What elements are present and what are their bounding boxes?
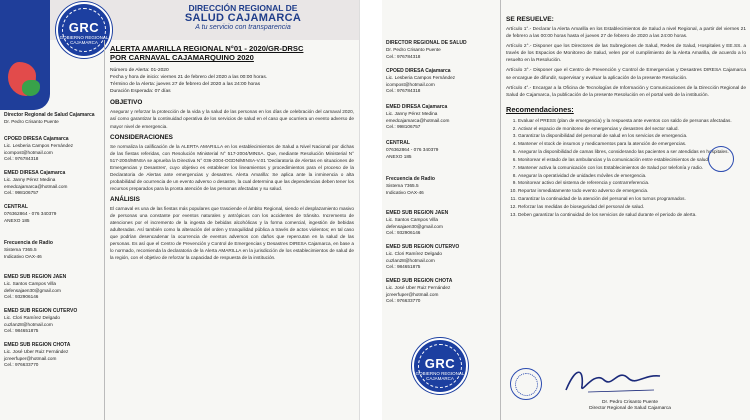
signature-icon	[558, 360, 668, 400]
contact-role: Lic. Janny Pérez Medina	[4, 177, 56, 182]
signatory-name: Dr. Pedro Crisanto Puente	[602, 400, 658, 405]
contact-line: Cel.: 998106757	[4, 190, 39, 196]
list-item: 5. Asegurar la disponibilidad de camas libres, considerando las pacientes a ser atendidas en hospitales.	[518, 149, 746, 156]
contact-line: ANEXO 185	[386, 153, 412, 159]
sidebar-heading-text: Director Regional de Salud Cajamarca	[4, 112, 95, 118]
contact-role: 076362864 - 076 340379	[4, 211, 57, 216]
contact-role: Lic. Clori Ramírez Delgado	[4, 315, 61, 320]
document-body-1	[110, 44, 354, 261]
header-slogan: A tu servicio con transparencia	[195, 24, 291, 32]
contact-block	[386, 68, 484, 95]
contact-line: Cel.: 932906146	[386, 230, 421, 236]
articulo-1: Artículo 1°.- Declarar la Alerta Amarilla en los Establecimientos de Salud a nivel Regional, a partir del viernes 21 de febrero a las 00:00 horas hasta el jueves 27 de febrero de 2020 a las 24:00 horas.	[506, 27, 746, 40]
contact-block	[4, 136, 102, 163]
contact-name: EMED SUB REGION CUTERVO	[4, 308, 78, 314]
meta-line: Fecha y hora de inicio: viernes 21 de febrero del 2020 a las 00:00 horas.	[110, 75, 268, 81]
contact-line: Cel.: 976784318	[386, 53, 421, 59]
contact-line: defensajaen30@gmail.com	[386, 223, 443, 229]
list-item: 2. Activar el espacio de monitoreo de emergencias y desastres del sector salud.	[518, 126, 746, 133]
contact-block	[4, 204, 102, 224]
document-page-2	[382, 0, 750, 420]
signatory-role: Director Regional de Salud Cajamarca	[589, 406, 671, 412]
recomendaciones-list	[506, 118, 746, 219]
contact-role: Sistema 7365.5	[386, 183, 419, 188]
contact-name: CENTRAL	[4, 204, 28, 210]
seal-text: GRC	[424, 356, 456, 371]
grc-seal-logo	[412, 338, 468, 394]
alert-title	[110, 44, 354, 63]
contact-name: EMED SUB REGION JAEN	[386, 210, 449, 216]
contact-name: CPOED DIRESA Cajamarca	[4, 136, 69, 142]
signature-block	[550, 400, 710, 413]
seal-text: GRC	[68, 20, 100, 35]
contact-name: Dr. Pedro Crisanto Puente	[4, 119, 59, 124]
contact-role: Lic. José Uber Ruiz Fernández	[386, 285, 451, 290]
contact-name: EMED DIRESA Cajamarca	[4, 170, 66, 176]
contact-line: Indicativo OAX-46	[386, 189, 424, 195]
alert-title-line-1: ALERTA AMARILLA REGIONAL N°01 - 2020/GR-DRSC	[110, 44, 304, 53]
articulo-2: Artículo 2°.- Disponer que los Directores de las Subregiones de Salud, Redes de Salud, Hospitales y EE.SS. a través de los Espacios de Monitoreo de Salud, velen por el cumplimiento de la Alerta Amarilla, de acuerdo a lo resuelto en la Resolución.	[506, 44, 746, 64]
contact-line: Cel.: 984651875	[4, 328, 39, 334]
header-title	[138, 4, 348, 32]
contact-line: Cel.: 976784318	[4, 156, 39, 162]
contact-line: icompost@hotmail.com	[386, 81, 435, 87]
page-gap	[360, 0, 382, 420]
section-heading-analisis: ANÁLISIS	[110, 195, 140, 203]
contact-line: emedcajamarca@hotmail.com	[386, 117, 450, 123]
header-line-1: DIRECCIÓN REGIONAL DE	[188, 3, 298, 13]
list-item: 13. Deben garantizar la continuidad de los servicios de salud durante el periodo de alerta.	[518, 212, 746, 219]
contact-block	[386, 104, 484, 131]
contact-name: CPOED DIRESA Cajamarca	[386, 68, 451, 74]
contact-line: defensajaen30@gmail.com	[4, 287, 61, 293]
contact-line: cuzlan28@hotmail.com	[386, 257, 435, 263]
contact-role: Lic. Janny Pérez Medina	[386, 111, 438, 116]
contact-block	[386, 176, 484, 196]
contact-block	[386, 278, 484, 305]
meta-line: Duración Esperada: 07 días	[110, 89, 171, 95]
contact-name: EMED DIRESA Cajamarca	[386, 104, 448, 110]
list-item: 4. Mantener el stock de insumos y medicamentos para la atención de emergencias.	[518, 141, 746, 148]
contact-role: Sistema 7365.5	[4, 247, 37, 252]
contact-line: emedcajamarca@hotmail.com	[4, 183, 68, 189]
contact-role: Lic. Santos Campos Villa	[386, 217, 439, 222]
column-divider	[500, 0, 501, 420]
contact-line: Cel.: 998106757	[386, 124, 421, 130]
list-item: 10. Reportar inmediatamente todo evento adverso de emergencia.	[518, 188, 746, 195]
contact-role: Dr. Pedro Crisanto Puente	[386, 47, 441, 52]
contact-block	[386, 210, 484, 237]
alert-title-line-2: POR CARNAVAL CAJAMARQUINO 2020	[110, 53, 254, 63]
contact-line: ANEXO 185	[4, 217, 30, 223]
list-item: 1. Evaluar el PRESS (plan de emergencia) y la respuesta ante eventos con saldo de personas afectadas.	[518, 118, 746, 125]
list-item: 8. Asegurar la operatividad de unidades móviles de emergencia.	[518, 173, 746, 180]
meta-line: Número de Alerta: 01-2020	[110, 67, 169, 73]
contact-line: icompost@hotmail.com	[4, 149, 53, 155]
sidebar-heading	[4, 112, 102, 126]
seal-subtext: GOBIERNO REGIONAL CAJAMARCA	[59, 35, 109, 45]
column-divider	[104, 40, 105, 420]
list-item: 12. Reforzar las medidas de bioseguridad del personal de salud.	[518, 204, 746, 211]
contact-block	[386, 140, 484, 160]
contact-role: Lic. Santos Campos Villa	[4, 281, 57, 286]
list-item: 6. Monitorear el estado de las ambulancias y la comunicación entre establecimientos de salud.	[518, 157, 746, 164]
alert-meta	[110, 67, 354, 95]
contact-name: EMED SUB REGION CUTERVO	[386, 244, 460, 250]
contact-role: Lic. José Uber Ruiz Fernández	[4, 349, 69, 354]
contact-line: cuzlan28@hotmail.com	[4, 321, 53, 327]
contact-line: Cel.: 932906146	[4, 294, 39, 300]
contact-line: Cel.: 976633770	[4, 362, 39, 368]
contact-block	[4, 308, 102, 335]
list-item: 7. Mantener activa la comunicación con los Establecimientos de Salud por telefonía y radio.	[518, 165, 746, 172]
articulo-3: Artículo 3°.- Disponer que el Centro de Prevención y Control de Emergencias y Desastres DIRESA Cajamarca se encargue de difundir, supervisar y evaluar la aplicación de la presente Resolución.	[506, 68, 746, 81]
contact-line: jcreerfuper@hotmail.com	[4, 355, 57, 361]
contact-name: EMED SUB REGION CHOTA	[386, 278, 453, 284]
meta-line: Término de la Alerta: jueves 27 de febrero del 2020 a las 24:00 horas	[110, 82, 261, 88]
contact-block	[386, 40, 484, 60]
document-page-1	[0, 0, 360, 420]
contact-role: Lic. Lesberia Campos Fernández	[386, 75, 456, 80]
recomendaciones-heading: Recomendaciones:	[506, 104, 574, 114]
contact-block	[4, 274, 102, 301]
contact-name: DIRECTOR REGIONAL DE SALUD	[386, 40, 467, 46]
section-heading-consideraciones: CONSIDERACIONES	[110, 133, 173, 141]
list-item: 3. Garantizar la disponibilidad del personal de salud en los servicios de emergencia.	[518, 133, 746, 140]
section-heading-objetivo: OBJETIVO	[110, 99, 143, 107]
contact-block	[4, 342, 102, 369]
contact-block	[4, 170, 102, 197]
contact-sidebar	[0, 0, 109, 420]
contact-name: Frecuencia de Radio	[386, 176, 435, 182]
articulo-4: Artículo 4°.- Encargar a la Oficina de Tecnologías de Información y Comunicaciones de la Dirección Regional de Salud de Cajamarca, la publicación de la presente Resolución en el portal web de la institución.	[506, 85, 746, 98]
list-item: 11. Garantizar la continuidad de la atención del personal en los turnos programados.	[518, 196, 746, 203]
contact-block	[386, 244, 484, 271]
contact-name: EMED SUB REGION JAEN	[4, 274, 67, 280]
contact-line: Indicativo OAX-46	[4, 253, 42, 259]
contact-line: jcreerfuper@hotmail.com	[386, 291, 439, 297]
contact-name: Frecuencia de Radio	[4, 240, 53, 246]
seal-subtext: GOBIERNO REGIONAL CAJAMARCA	[415, 371, 465, 381]
list-item: 9. Monitorear activo del sistema de referencia y contrarreferencia.	[518, 180, 746, 187]
contact-role: Lic. Lesberia Campos Fernández	[4, 143, 74, 148]
document-body-2	[506, 16, 746, 219]
section-text-objetivo: Asegurar y reforzar la protección de la vida y la salud de las personas en los días de celebración del carnaval 2020, así como garantizar la continuidad operativa de los servicios de salud en el caso que ocurriera un evento adverso de mayor nivel de emergencia.	[110, 109, 354, 129]
contact-line: Cel.: 984651875	[386, 264, 421, 270]
section-text-consideraciones: Se normaliza la calificación de la ALERTA AMARILLA en los establecimientos de Salud a Nivel Nacional por dichas de las fiestas referidas, con Resolución Ministerial N° 517-2004/MINSA. Que, mediante Resolución Ministerial N° 517-2004/MINSA se aprueba la Directiva N° 036-2004-OGDN/MINSA-V.01 'Declaratoria de Alertas en situaciones de Emergencias y Desastres', cuyo objetivo es establecer los lineamientos y procedimientos para el proceso de la Declaratoria de Alertas ante emergencias y desastres. Alerta Amarilla: Se aplica ante la inminencia o alta probabilidad de ocurrencia de un evento adverso o desastre, la cual determina que las dependencias deben tener los recursos preparados para la pronta atención de las personas afectadas y su salud.	[110, 143, 354, 191]
header-line-2: SALUD CAJAMARCA	[184, 11, 302, 24]
contact-role: 076362864 - 076 340379	[386, 147, 439, 152]
section-text-analisis: El carnaval es una de las fiestas más populares que trasciende el ámbito Regional, siendo el desplazamiento masivo de personas una constante por eventos naturales y antrópicos con los accidentes de tránsito. Incremento de atenciones por el incremento de la ingesta de bebidas alcohólicas y la forma comercial, ingestión de bebidas adulteradas. Así también como la alteración del orden y tranquilidad pública a través de actos violentos; en tal caso que podrían desencadenar la ocurrencia de eventos adversos con daños que repercutan en la salud de las personas. Es así que el Centro de Prevención y Control de Emergencias y Desastres DIRESA Cajamarca, en base a lo normado, recomienda la declaratoria de la Alerta AMARILLA en la jurisdicción de los establecimientos de salud de la región, con el objetivo de reforzar la capacidad de respuesta de la institución.	[110, 205, 354, 261]
official-stamp-icon	[510, 368, 542, 400]
contact-role: Lic. Clori Ramírez Delgado	[386, 251, 443, 256]
stamp-icon	[708, 146, 734, 172]
contact-name: CENTRAL	[386, 140, 410, 146]
contact-sidebar-2	[382, 0, 498, 420]
contact-line: Cel.: 976784318	[386, 88, 421, 94]
contact-name: EMED SUB REGION CHOTA	[4, 342, 71, 348]
contact-line: Cel.: 976633770	[386, 298, 421, 304]
resolve-heading: SE RESUELVE:	[506, 16, 554, 23]
contact-block	[4, 240, 102, 260]
